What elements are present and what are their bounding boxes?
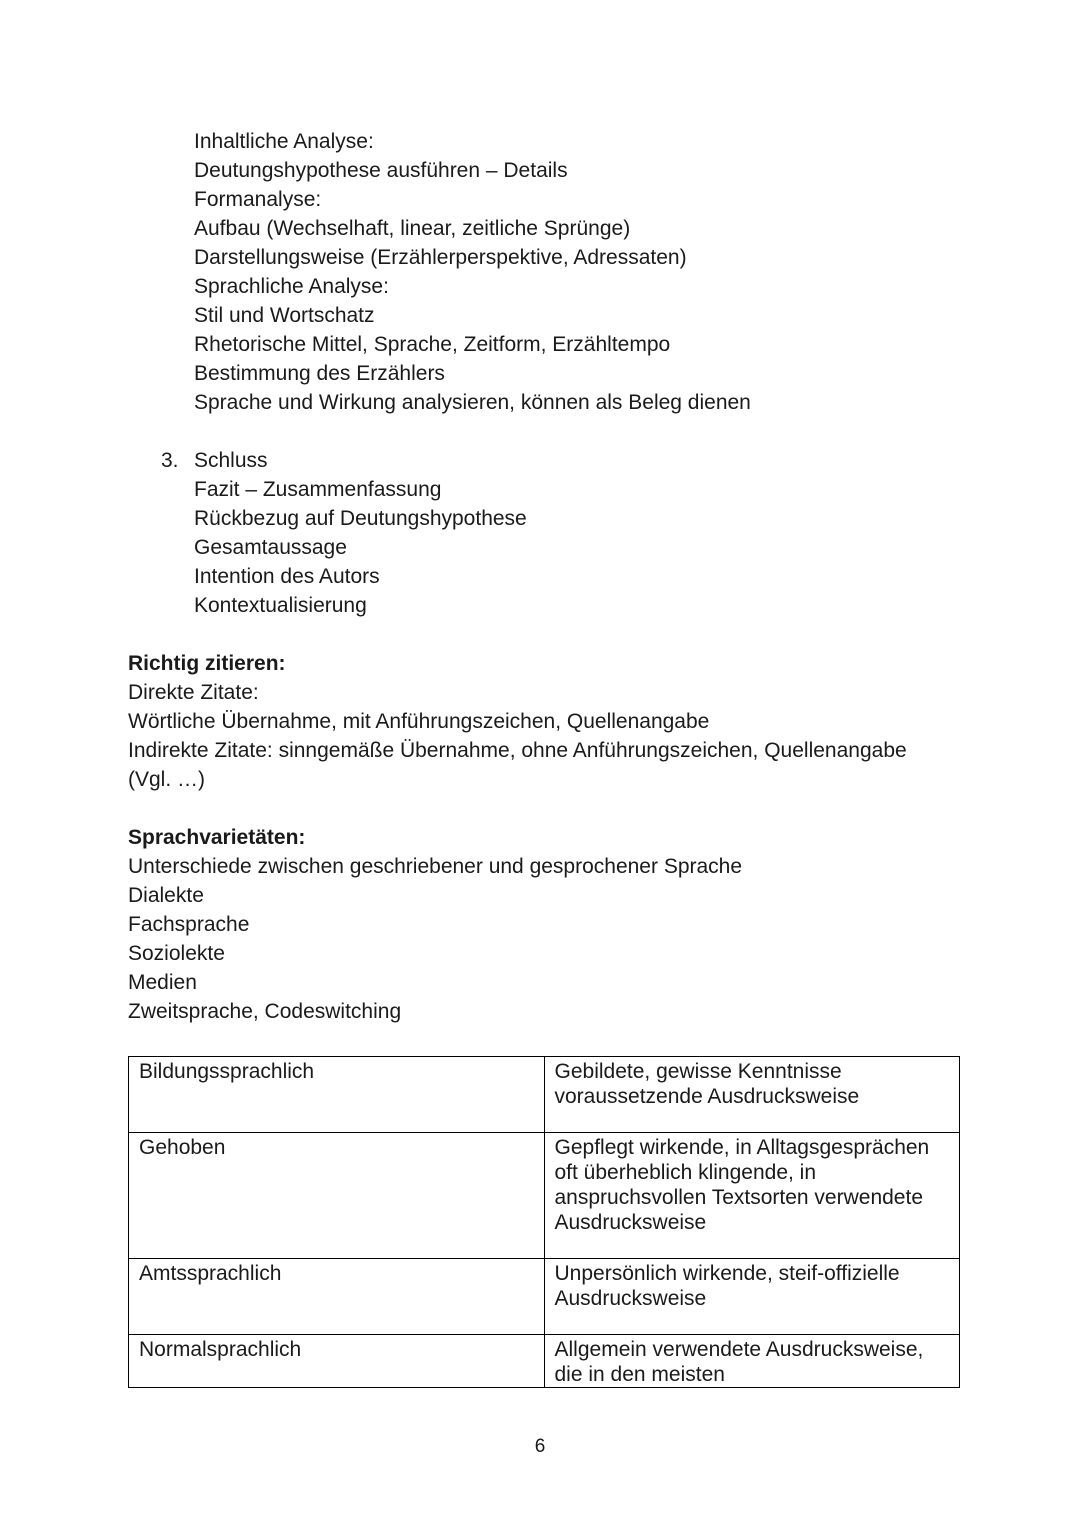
list-item: Sprachliche Analyse: [194, 275, 389, 298]
table-row [129, 1259, 960, 1335]
paragraph-line: Soziolekte [128, 942, 225, 965]
table-row [129, 1057, 960, 1133]
list-item: Rückbezug auf Deutungshypothese [194, 507, 527, 530]
paragraph-line: Medien [128, 971, 197, 994]
list-item: Formanalyse: [194, 188, 322, 211]
list-item: Rhetorische Mittel, Sprache, Zeitform, Erzähltempo [194, 333, 671, 356]
list-item: Stil und Wortschatz [194, 304, 375, 327]
paragraph-line: Dialekte [128, 884, 204, 907]
table-cell-term: Amtssprachlich [129, 1259, 545, 1335]
paragraph-line: Direkte Zitate: [128, 681, 259, 704]
list-item: Kontextualisierung [194, 594, 367, 617]
page-number: 6 [534, 1436, 546, 1457]
list-item: Gesamtaussage [194, 536, 347, 559]
varietaeten-section [128, 823, 742, 1026]
section-heading: Sprachvarietäten: [128, 826, 306, 849]
list-item: Darstellungsweise (Erzählerperspektive, Adressaten) [194, 246, 687, 269]
table-cell-desc: Gepflegt wirkende, in Alltagsgesprächen oft überheblich klingende, in anspruchsvollen Textsorten verwendete Ausdrucksweise [544, 1133, 960, 1259]
register-table [128, 1056, 960, 1388]
list-item: Intention des Autors [194, 565, 380, 588]
section-heading: Richtig zitieren: [128, 652, 286, 675]
table-cell-term: Bildungssprachlich [129, 1057, 545, 1133]
table-cell-desc: Allgemein verwendete Ausdrucksweise, die in den meisten [544, 1335, 960, 1388]
schluss-title: Schluss [194, 449, 268, 472]
paragraph-line: Indirekte Zitate: sinngemäße Übernahme, ohne Anführungszeichen, Quellenangabe [128, 739, 907, 762]
list-item: Bestimmung des Erzählers [194, 362, 445, 385]
table-cell-term: Normalsprachlich [129, 1335, 545, 1388]
list-item: Fazit – Zusammenfassung [194, 478, 442, 501]
list-item: Sprache und Wirkung analysieren, können als Beleg dienen [194, 391, 751, 414]
table-row [129, 1133, 960, 1259]
list-item: Deutungshypothese ausführen – Details [194, 159, 568, 182]
paragraph-line: Fachsprache [128, 913, 250, 936]
table-cell-desc: Gebildete, gewisse Kenntnisse voraussetzende Ausdrucksweise [544, 1057, 960, 1133]
paragraph-line: Wörtliche Übernahme, mit Anführungszeichen, Quellenangabe [128, 710, 710, 733]
list-number: 3. [161, 449, 179, 472]
list-item: Inhaltliche Analyse: [194, 130, 374, 153]
zitieren-section [128, 649, 907, 794]
table-row [129, 1335, 960, 1388]
table-cell-term: Gehoben [129, 1133, 545, 1259]
schluss-list [194, 446, 527, 620]
analysis-list [194, 127, 751, 417]
paragraph-line: (Vgl. …) [128, 768, 206, 791]
paragraph-line: Zweitsprache, Codeswitching [128, 1000, 402, 1023]
table-cell-desc: Unpersönlich wirkende, steif-offizielle Ausdrucksweise [544, 1259, 960, 1335]
list-item: Aufbau (Wechselhaft, linear, zeitliche Sprünge) [194, 217, 631, 240]
paragraph-line: Unterschiede zwischen geschriebener und gesprochener Sprache [128, 855, 743, 878]
